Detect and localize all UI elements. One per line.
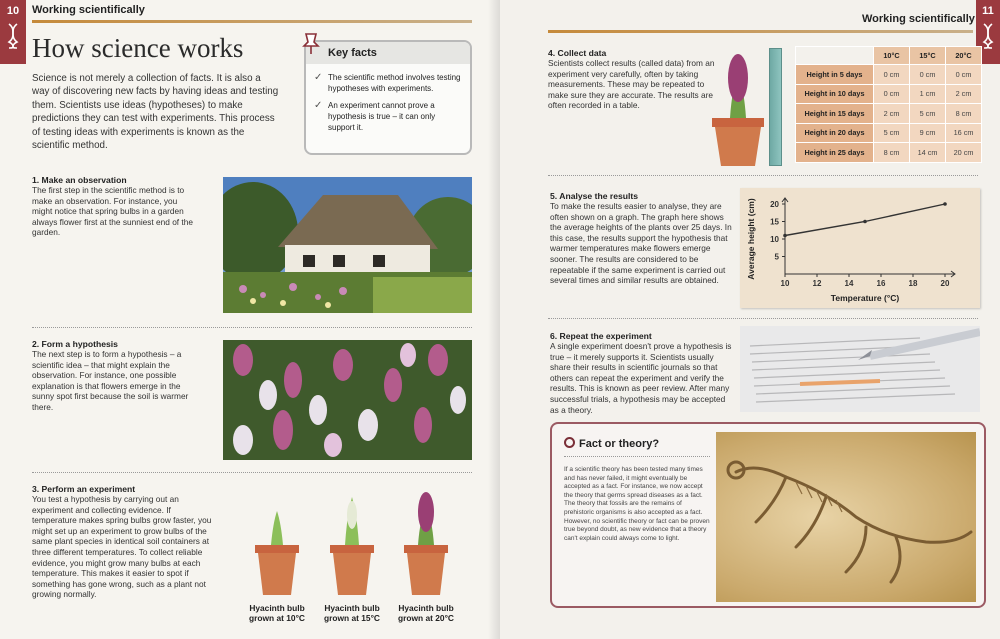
column-header: 15°C bbox=[910, 47, 946, 65]
results-table bbox=[795, 46, 982, 163]
key-fact-item: ✓ An experiment cannot prove a hypothesis is true – it can only support it. bbox=[314, 100, 436, 132]
divider bbox=[548, 318, 978, 319]
dna-icon bbox=[981, 23, 995, 49]
step-hypothesis bbox=[32, 339, 197, 413]
running-head: Working scientifically bbox=[862, 13, 975, 25]
magnifier-icon bbox=[564, 437, 575, 448]
step-heading: 3. Perform an experiment bbox=[32, 484, 136, 494]
pot-caption-10c: Hyacinth bulb grown at 10°C bbox=[249, 603, 305, 623]
line-graph bbox=[740, 188, 980, 308]
page-number: 10 bbox=[6, 5, 20, 17]
hyacinth-bed-photo bbox=[223, 340, 472, 460]
x-tick-label: 14 bbox=[844, 279, 854, 288]
check-icon: ✓ bbox=[314, 72, 323, 83]
pot-15c-icon bbox=[326, 493, 378, 597]
divider bbox=[32, 472, 472, 473]
hyacinth-pot-icon bbox=[710, 52, 766, 168]
header-rule bbox=[548, 30, 973, 33]
x-tick-label: 18 bbox=[908, 279, 918, 288]
page-title: How science works bbox=[32, 33, 244, 63]
table-row: Height in 10 days 0 cm 1 cm 2 cm bbox=[796, 84, 982, 104]
journal-pen-photo bbox=[740, 326, 980, 412]
pot-caption-20c: Hyacinth bulb grown at 20°C bbox=[398, 603, 454, 623]
check-icon: ✓ bbox=[314, 100, 323, 111]
key-facts-heading: Key facts bbox=[306, 42, 470, 64]
step-experiment bbox=[32, 484, 212, 600]
step-observation bbox=[32, 175, 197, 238]
chart-svg bbox=[740, 188, 980, 308]
key-facts-box bbox=[304, 40, 472, 155]
step-text: Scientists collect results (called data) from an experiment very carefully, often by taking measurements. These may be repeated to make sure they are accurate. The results are often recorded in a table. bbox=[548, 58, 715, 111]
x-tick-label: 12 bbox=[812, 279, 822, 288]
step-heading: 1. Make an observation bbox=[32, 175, 127, 185]
x-tick-label: 10 bbox=[780, 279, 790, 288]
step-text: The next step is to form a hypothesis – a scientific idea – that might explain the observation. For instance, one possible explanation is that flowers emerge in the sunny spot first because the soil is warmer there. bbox=[32, 349, 189, 412]
y-tick-label: 10 bbox=[770, 235, 779, 244]
step-heading: 6. Repeat the experiment bbox=[550, 331, 652, 341]
y-tick-label: 20 bbox=[770, 200, 779, 209]
step-text: You test a hypothesis by carrying out an experiment and collecting evidence. If temperature makes spring bulbs grow faster, you might set up an experiment to grow bulbs of the same plant species in identical soil containers at three different temperatures. To collect reliable evidence, you might grow many bulbs at each temperature. This makes it easier to spot if something has gone wrong, such as a plant not growing normally. bbox=[32, 494, 212, 600]
step-heading: 5. Analyse the results bbox=[550, 191, 639, 201]
data-point bbox=[783, 234, 787, 238]
table-row: Height in 20 days 5 cm 9 cm 16 cm bbox=[796, 123, 982, 143]
step-collect-data bbox=[548, 48, 718, 111]
cottage-garden-photo bbox=[223, 177, 472, 313]
step-text: The first step in the scientific method is to make an observation. For instance, you might notice that spring bulbs in a garden always flower first at the sunniest end of the garden. bbox=[32, 185, 193, 238]
data-point bbox=[943, 202, 947, 206]
divider bbox=[564, 456, 710, 457]
table-row: Height in 25 days 8 cm 14 cm 20 cm bbox=[796, 143, 982, 163]
page-number: 11 bbox=[982, 5, 994, 17]
step-repeat bbox=[550, 331, 735, 415]
intro-paragraph: Science is not merely a collection of facts. It is also a way of discovering new facts by having ideas and testing them. Scientists use ideas (hypotheses) to make predictions they can test with experiments. This process of testing ideas with experiments is known as the scientific method. bbox=[32, 73, 279, 152]
step-text: A single experiment doesn't prove a hypothesis is true – it merely supports it. Scientists usually share their results in scientific journals so that others can repeat the experiment and verify the results. This is known as peer review. After many successful trials, a hypothesis may be accepted as a theory. bbox=[550, 341, 732, 415]
running-head: Working scientifically bbox=[32, 4, 145, 16]
y-axis-label: Average height (cm) bbox=[746, 198, 756, 280]
divider bbox=[548, 175, 978, 176]
divider bbox=[32, 327, 472, 328]
dna-icon bbox=[6, 23, 20, 49]
step-heading: 2. Form a hypothesis bbox=[32, 339, 118, 349]
fact-or-theory-text: If a scientific theory has been tested many times and has never failed, it might eventually be accepted as a fact. For instance, we now accept the theory that germs spread diseases as a fact. The theory that fossils are the remains of prehistoric organisms is also accepted as a fact. However, no scientific theory or fact can be proven true beyond doubt, as new evidence that a theory can't explain could always come to light. bbox=[564, 466, 710, 542]
pot-10c-icon bbox=[251, 505, 303, 597]
header-rule bbox=[32, 20, 472, 23]
pin-icon bbox=[298, 30, 324, 56]
step-heading: 4. Collect data bbox=[548, 48, 607, 58]
step-text: To make the results easier to analyse, they are often shown on a graph. The graph here shows the average heights of the plants over 25 days. In this case, the results support the hypothesis that warmer temperatures make flowers emerge sooner. The results are considered to be repeatable if the same experiment is carried out several times and similar results are obtained. bbox=[550, 201, 732, 286]
table-row: Height in 15 days 2 cm 5 cm 8 cm bbox=[796, 104, 982, 124]
step-analyse bbox=[550, 191, 732, 286]
key-fact-item: ✓ The scientific method involves testing hypotheses with experiments. bbox=[314, 72, 461, 93]
x-axis-label: Temperature (°C) bbox=[830, 293, 900, 303]
pot-20c-icon bbox=[400, 488, 452, 597]
y-tick-label: 5 bbox=[774, 252, 779, 262]
data-point bbox=[863, 220, 867, 224]
fact-or-theory-heading: Fact or theory? bbox=[564, 436, 659, 450]
y-tick-label: 15 bbox=[770, 217, 779, 227]
fossil-photo bbox=[716, 432, 976, 602]
column-header: 20°C bbox=[946, 47, 982, 65]
pot-caption-15c: Hyacinth bulb grown at 15°C bbox=[324, 603, 380, 623]
x-tick-label: 16 bbox=[876, 279, 886, 288]
table-row: Height in 5 days 0 cm 0 cm 0 cm bbox=[796, 65, 982, 85]
column-header: 10°C bbox=[874, 47, 910, 65]
ruler bbox=[769, 48, 782, 166]
page-number-tab-left bbox=[0, 0, 26, 64]
x-tick-label: 20 bbox=[940, 279, 950, 288]
